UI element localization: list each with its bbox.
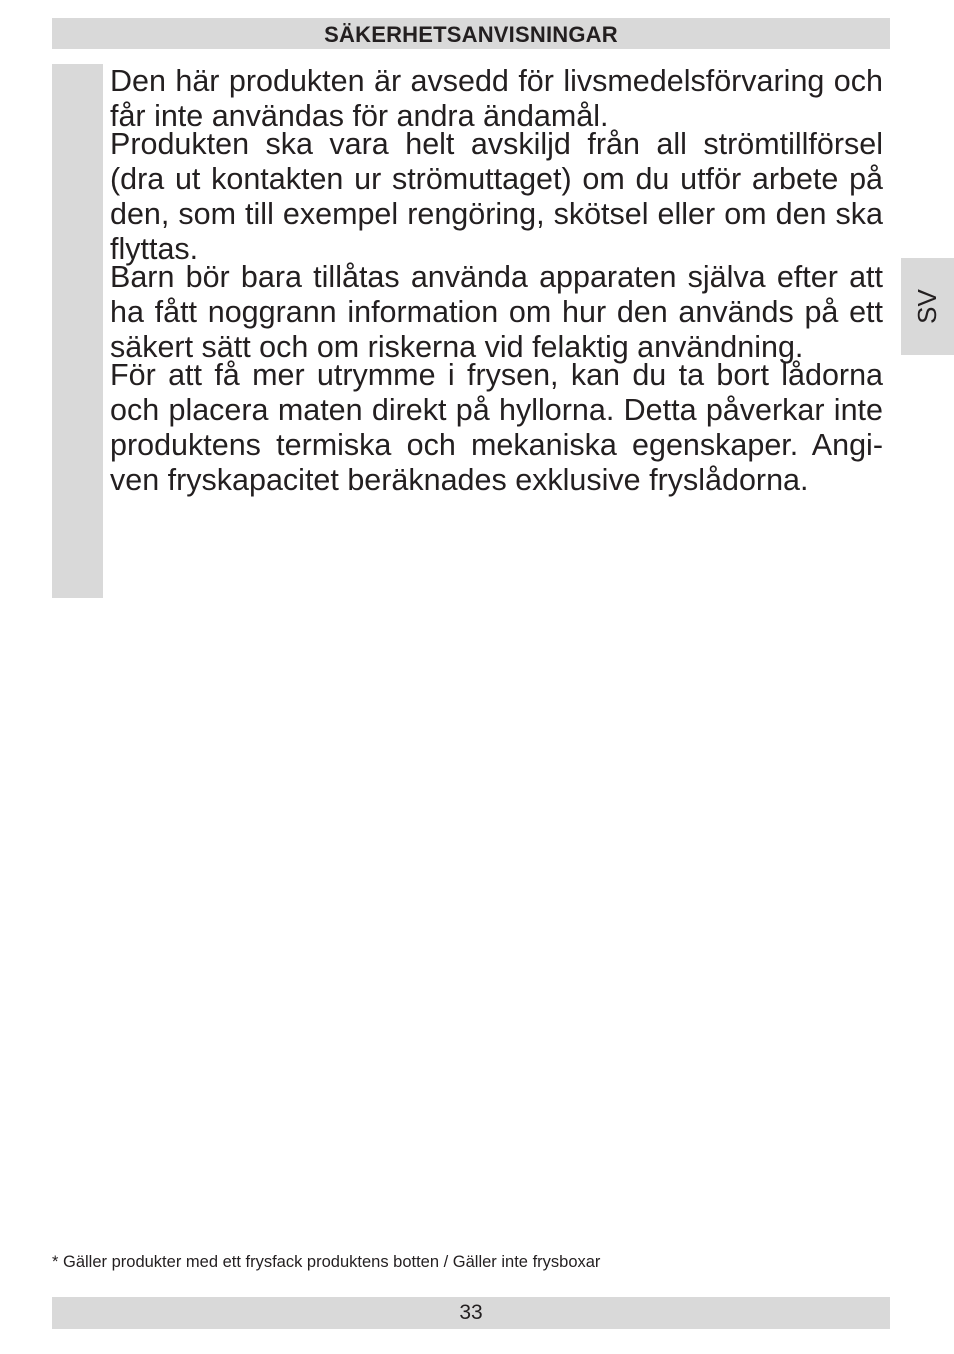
language-tab [901,258,954,355]
safety-instructions-text [110,64,883,498]
language-code: SV [912,289,942,324]
margin-stripe [52,64,103,598]
page-number: 33 [459,1301,483,1324]
paragraph-disconnect-power: Produkten ska vara helt avskiljd från all strömtillförsel (dra ut kontakten ur strömuttaget) om du utför arbete på den, som till exempel rengöring, skötsel eller om den ska flyttas. [110,127,883,266]
footnote: * Gäller produkter med ett frysfack produktens botten / Gäller inte frysboxar [52,1253,601,1271]
paragraph-children-use: Barn bör bara tillåtas använda apparaten själva efter att ha fått noggrann information om hur den används på ett säkert sätt och om riskerna vid felaktig användning. [110,260,883,364]
paragraph-freezer-drawers: För att få mer utrymme i frysen, kan du ta bort lådorna och placera maten direkt på hyllorna. Detta påverkar inte produktens termiska och mekaniska egenskaper. Angi-ven fryskapacitet beräknades exklusive fryslådorna. [110,358,883,497]
section-title: SÄKERHETSANVISNINGAR [324,21,618,47]
page-footer-bar [52,1297,890,1329]
section-header-bar [52,18,890,49]
paragraph-food-storage: Den här produkten är avsedd för livsmedelsförvaring och får inte användas för andra ändamål. [110,64,883,133]
